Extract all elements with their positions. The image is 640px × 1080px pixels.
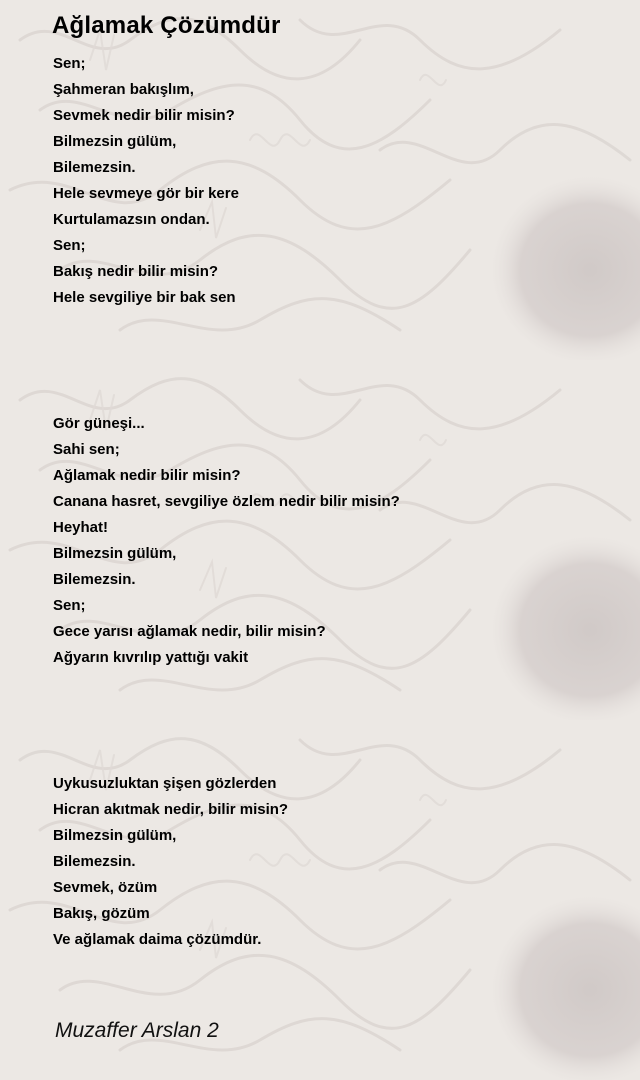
poem-line: Bilmezsin gülüm, xyxy=(53,545,177,562)
poem-line: Hicran akıtmak nedir, bilir misin? xyxy=(53,801,289,818)
poem-line: Heyhat! xyxy=(53,519,109,536)
poem-line: Bilmezsin gülüm, xyxy=(53,133,177,150)
poem-line: Bakış nedir bilir misin? xyxy=(53,263,219,280)
poem-line: Sahi sen; xyxy=(53,441,120,458)
poem-line: Bilmezsin gülüm, xyxy=(53,827,177,844)
poem-line: Bakış, gözüm xyxy=(53,905,150,922)
stanza-2 xyxy=(53,411,400,671)
poem-line: Sevmek nedir bilir misin? xyxy=(53,107,235,124)
poem-line: Uykusuzluktan şişen gözlerden xyxy=(53,775,277,792)
poem-line: Şahmeran bakışlım, xyxy=(53,81,194,98)
poem-line: Hele sevmeye gör bir kere xyxy=(53,185,239,202)
poem-line: Sen; xyxy=(53,597,86,614)
poem-line: Hele sevgiliye bir bak sen xyxy=(53,289,236,306)
stanza-1 xyxy=(53,51,239,311)
poem-title: Ağlamak Çözümdür xyxy=(52,12,281,39)
poem-author: Muzaffer Arslan 2 xyxy=(55,1019,219,1042)
poem-line: Bilemezsin. xyxy=(53,571,136,588)
poem-line: Sevmek, özüm xyxy=(53,879,158,896)
poem-line: Bilemezsin. xyxy=(53,853,136,870)
poem-line: Ağyarın kıvrılıp yattığı vakit xyxy=(53,649,249,666)
poem-line: Ve ağlamak daima çözümdür. xyxy=(53,931,262,948)
poem-line: Kurtulamazsın ondan. xyxy=(53,211,210,228)
poem-line: Bilemezsin. xyxy=(53,159,136,176)
poem-line: Sen; xyxy=(53,237,86,254)
poem-line: Gece yarısı ağlamak nedir, bilir misin? xyxy=(53,623,326,640)
poem-line: Gör güneşi... xyxy=(53,415,145,432)
poem-line: Sen; xyxy=(53,55,86,72)
poem-line: Canana hasret, sevgiliye özlem nedir bilir misin? xyxy=(53,493,400,510)
stanza-3 xyxy=(53,771,288,953)
poem-line: Ağlamak nedir bilir misin? xyxy=(53,467,241,484)
